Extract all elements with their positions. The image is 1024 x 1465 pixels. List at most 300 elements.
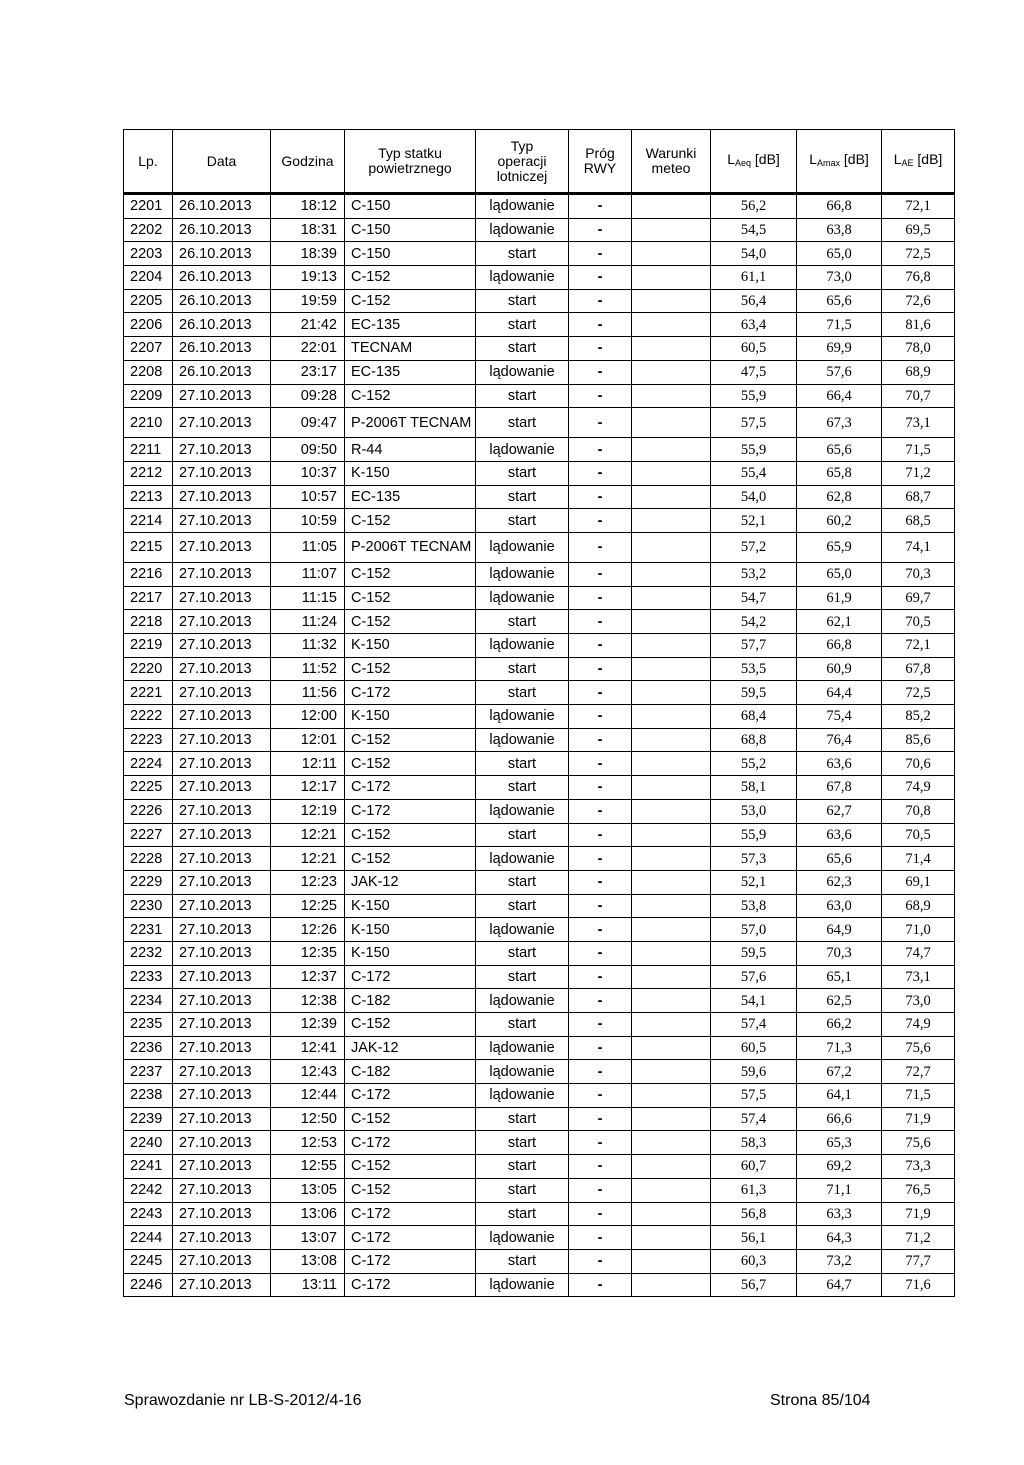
cell-lamax: 70,3 (797, 941, 882, 965)
cell-date: 27.10.2013 (173, 509, 271, 533)
cell-lae: 76,5 (882, 1178, 955, 1202)
cell-laeq: 57,2 (711, 532, 797, 562)
cell-operation: lądowanie (476, 586, 569, 610)
cell-weather (632, 847, 711, 871)
table-row (124, 194, 955, 219)
cell-date: 27.10.2013 (173, 634, 271, 658)
cell-date: 27.10.2013 (173, 562, 271, 586)
cell-weather (632, 1013, 711, 1037)
cell-time: 09:50 (271, 438, 345, 462)
table-row (124, 847, 955, 871)
cell-lamax: 75,4 (797, 705, 882, 729)
cell-lp: 2226 (124, 799, 173, 823)
cell-threshold: - (569, 657, 632, 681)
cell-weather (632, 1226, 711, 1250)
header-laeq (711, 130, 797, 194)
cell-time: 12:11 (271, 752, 345, 776)
cell-operation: start (476, 313, 569, 337)
cell-weather (632, 681, 711, 705)
cell-date: 27.10.2013 (173, 823, 271, 847)
laeq-base: L (727, 150, 735, 167)
cell-laeq: 57,3 (711, 847, 797, 871)
cell-threshold: - (569, 562, 632, 586)
table-row (124, 532, 955, 562)
cell-lp: 2205 (124, 289, 173, 313)
cell-weather (632, 509, 711, 533)
cell-threshold: - (569, 532, 632, 562)
cell-operation: start (476, 894, 569, 918)
cell-laeq: 56,2 (711, 194, 797, 219)
cell-threshold: - (569, 941, 632, 965)
cell-aircraft: C-172 (345, 1084, 476, 1108)
cell-laeq: 53,5 (711, 657, 797, 681)
cell-operation: lądowanie (476, 1084, 569, 1108)
cell-time: 12:50 (271, 1107, 345, 1131)
cell-operation: start (476, 384, 569, 408)
cell-date: 27.10.2013 (173, 1202, 271, 1226)
cell-lamax: 63,6 (797, 752, 882, 776)
cell-lamax: 63,6 (797, 823, 882, 847)
lamax-sub: Amax (816, 157, 840, 168)
cell-operation: lądowanie (476, 438, 569, 462)
cell-aircraft: C-172 (345, 1202, 476, 1226)
cell-lae: 72,1 (882, 194, 955, 219)
cell-operation: lądowanie (476, 1036, 569, 1060)
cell-threshold: - (569, 1226, 632, 1250)
cell-date: 27.10.2013 (173, 752, 271, 776)
table-row (124, 941, 955, 965)
cell-lae: 72,6 (882, 289, 955, 313)
cell-operation: lądowanie (476, 1060, 569, 1084)
cell-aircraft: C-172 (345, 1131, 476, 1155)
cell-operation: lądowanie (476, 218, 569, 242)
cell-lp: 2235 (124, 1013, 173, 1037)
cell-date: 27.10.2013 (173, 1273, 271, 1297)
cell-time: 21:42 (271, 313, 345, 337)
cell-threshold: - (569, 799, 632, 823)
cell-time: 12:55 (271, 1155, 345, 1179)
cell-weather (632, 1060, 711, 1084)
cell-aircraft: C-152 (345, 289, 476, 313)
cell-lamax: 64,3 (797, 1226, 882, 1250)
cell-lae: 71,5 (882, 438, 955, 462)
cell-lp: 2208 (124, 360, 173, 384)
cell-aircraft: C-172 (345, 799, 476, 823)
cell-aircraft: C-152 (345, 657, 476, 681)
cell-threshold: - (569, 1107, 632, 1131)
cell-lamax: 62,5 (797, 989, 882, 1013)
cell-lp: 2236 (124, 1036, 173, 1060)
cell-lamax: 65,3 (797, 1131, 882, 1155)
cell-lamax: 65,8 (797, 461, 882, 485)
cell-operation: start (476, 408, 569, 438)
cell-date: 27.10.2013 (173, 1060, 271, 1084)
cell-time: 09:28 (271, 384, 345, 408)
cell-operation: lądowanie (476, 532, 569, 562)
cell-lp: 2202 (124, 218, 173, 242)
cell-date: 26.10.2013 (173, 218, 271, 242)
cell-aircraft: C-152 (345, 384, 476, 408)
cell-date: 27.10.2013 (173, 894, 271, 918)
cell-operation: start (476, 1249, 569, 1273)
cell-weather (632, 194, 711, 219)
cell-time: 12:44 (271, 1084, 345, 1108)
cell-time: 13:11 (271, 1273, 345, 1297)
cell-lae: 71,9 (882, 1202, 955, 1226)
table-row (124, 681, 955, 705)
cell-lp: 2210 (124, 408, 173, 438)
table-row (124, 1107, 955, 1131)
cell-weather (632, 1131, 711, 1155)
cell-threshold: - (569, 313, 632, 337)
table-row (124, 752, 955, 776)
cell-threshold: - (569, 218, 632, 242)
cell-threshold: - (569, 509, 632, 533)
cell-laeq: 56,7 (711, 1273, 797, 1297)
cell-date: 27.10.2013 (173, 681, 271, 705)
cell-lae: 72,5 (882, 242, 955, 266)
cell-lp: 2222 (124, 705, 173, 729)
cell-weather (632, 1249, 711, 1273)
table-row (124, 408, 955, 438)
cell-lp: 2229 (124, 870, 173, 894)
cell-lamax: 65,6 (797, 289, 882, 313)
cell-operation: start (476, 1013, 569, 1037)
cell-aircraft: EC-135 (345, 485, 476, 509)
cell-weather (632, 313, 711, 337)
cell-time: 10:57 (271, 485, 345, 509)
cell-weather (632, 657, 711, 681)
cell-threshold: - (569, 705, 632, 729)
table-row (124, 1226, 955, 1250)
cell-operation: start (476, 1107, 569, 1131)
cell-lamax: 73,2 (797, 1249, 882, 1273)
cell-lp: 2206 (124, 313, 173, 337)
cell-lamax: 65,6 (797, 438, 882, 462)
cell-date: 26.10.2013 (173, 360, 271, 384)
cell-time: 12:19 (271, 799, 345, 823)
cell-lp: 2234 (124, 989, 173, 1013)
cell-weather (632, 870, 711, 894)
cell-date: 27.10.2013 (173, 485, 271, 509)
cell-lamax: 64,9 (797, 918, 882, 942)
cell-time: 12:21 (271, 823, 345, 847)
cell-lae: 74,9 (882, 776, 955, 800)
cell-lp: 2214 (124, 509, 173, 533)
cell-lp: 2213 (124, 485, 173, 509)
table-row (124, 509, 955, 533)
cell-aircraft: C-172 (345, 965, 476, 989)
cell-weather (632, 360, 711, 384)
table-row (124, 562, 955, 586)
cell-threshold: - (569, 586, 632, 610)
cell-lae: 75,6 (882, 1131, 955, 1155)
cell-lp: 2211 (124, 438, 173, 462)
cell-lp: 2228 (124, 847, 173, 871)
table-row (124, 657, 955, 681)
cell-operation: lądowanie (476, 194, 569, 219)
cell-time: 18:31 (271, 218, 345, 242)
cell-lae: 72,7 (882, 1060, 955, 1084)
cell-aircraft: C-152 (345, 509, 476, 533)
cell-lamax: 62,8 (797, 485, 882, 509)
cell-weather (632, 337, 711, 361)
cell-laeq: 54,0 (711, 242, 797, 266)
table-row (124, 1202, 955, 1226)
cell-threshold: - (569, 989, 632, 1013)
cell-time: 18:12 (271, 194, 345, 219)
cell-laeq: 47,5 (711, 360, 797, 384)
cell-laeq: 58,1 (711, 776, 797, 800)
cell-time: 19:13 (271, 266, 345, 290)
cell-laeq: 55,9 (711, 384, 797, 408)
cell-date: 27.10.2013 (173, 1013, 271, 1037)
cell-threshold: - (569, 1249, 632, 1273)
cell-lae: 85,6 (882, 728, 955, 752)
cell-lamax: 66,6 (797, 1107, 882, 1131)
table-row (124, 485, 955, 509)
table-row (124, 360, 955, 384)
cell-laeq: 56,8 (711, 1202, 797, 1226)
cell-time: 12:53 (271, 1131, 345, 1155)
cell-time: 12:39 (271, 1013, 345, 1037)
table-row (124, 586, 955, 610)
cell-lae: 71,4 (882, 847, 955, 871)
cell-laeq: 52,1 (711, 509, 797, 533)
laeq-unit: [dB] (751, 150, 780, 167)
cell-operation: lądowanie (476, 1226, 569, 1250)
table-row (124, 894, 955, 918)
cell-lamax: 65,0 (797, 562, 882, 586)
cell-laeq: 57,4 (711, 1107, 797, 1131)
cell-time: 22:01 (271, 337, 345, 361)
table-row (124, 218, 955, 242)
cell-threshold: - (569, 894, 632, 918)
cell-threshold: - (569, 1060, 632, 1084)
cell-operation: start (476, 752, 569, 776)
cell-operation: start (476, 485, 569, 509)
cell-aircraft: TECNAM (345, 337, 476, 361)
cell-lp: 2219 (124, 634, 173, 658)
cell-lae: 70,6 (882, 752, 955, 776)
cell-lamax: 71,3 (797, 1036, 882, 1060)
cell-laeq: 52,1 (711, 870, 797, 894)
cell-aircraft: C-172 (345, 1226, 476, 1250)
cell-laeq: 68,4 (711, 705, 797, 729)
cell-weather (632, 634, 711, 658)
cell-lamax: 64,7 (797, 1273, 882, 1297)
cell-lae: 72,1 (882, 634, 955, 658)
cell-operation: start (476, 870, 569, 894)
cell-weather (632, 823, 711, 847)
cell-lae: 68,7 (882, 485, 955, 509)
cell-aircraft: C-152 (345, 1155, 476, 1179)
cell-laeq: 57,4 (711, 1013, 797, 1037)
cell-aircraft: EC-135 (345, 313, 476, 337)
table-row (124, 610, 955, 634)
table-row (124, 438, 955, 462)
cell-lamax: 71,1 (797, 1178, 882, 1202)
cell-date: 27.10.2013 (173, 1084, 271, 1108)
cell-lamax: 63,0 (797, 894, 882, 918)
cell-threshold: - (569, 289, 632, 313)
cell-date: 26.10.2013 (173, 242, 271, 266)
cell-operation: start (476, 337, 569, 361)
cell-aircraft: C-152 (345, 266, 476, 290)
cell-aircraft: P-2006T TECNAM (345, 532, 476, 562)
cell-lp: 2246 (124, 1273, 173, 1297)
cell-time: 11:52 (271, 657, 345, 681)
cell-aircraft: C-150 (345, 194, 476, 219)
cell-operation: lądowanie (476, 728, 569, 752)
cell-laeq: 57,7 (711, 634, 797, 658)
cell-threshold: - (569, 337, 632, 361)
cell-weather (632, 1084, 711, 1108)
cell-date: 27.10.2013 (173, 586, 271, 610)
cell-laeq: 61,1 (711, 266, 797, 290)
cell-aircraft: C-152 (345, 1178, 476, 1202)
lae-base: L (893, 150, 902, 167)
table-row (124, 1273, 955, 1297)
cell-lp: 2218 (124, 610, 173, 634)
noise-measurement-table (123, 129, 955, 1297)
cell-aircraft: K-150 (345, 461, 476, 485)
cell-aircraft: C-152 (345, 752, 476, 776)
cell-lp: 2225 (124, 776, 173, 800)
cell-lae: 68,5 (882, 509, 955, 533)
table-row (124, 384, 955, 408)
cell-date: 27.10.2013 (173, 610, 271, 634)
laeq-sub: Aeq (734, 157, 751, 168)
cell-time: 12:00 (271, 705, 345, 729)
cell-weather (632, 989, 711, 1013)
cell-weather (632, 408, 711, 438)
cell-date: 27.10.2013 (173, 657, 271, 681)
cell-lamax: 65,9 (797, 532, 882, 562)
cell-date: 27.10.2013 (173, 1131, 271, 1155)
cell-lp: 2243 (124, 1202, 173, 1226)
lae-unit: [dB] (913, 150, 943, 167)
cell-laeq: 58,3 (711, 1131, 797, 1155)
cell-aircraft: C-152 (345, 562, 476, 586)
cell-lp: 2240 (124, 1131, 173, 1155)
table-body (124, 194, 955, 1297)
cell-laeq: 60,7 (711, 1155, 797, 1179)
cell-operation: start (476, 681, 569, 705)
cell-lae: 78,0 (882, 337, 955, 361)
cell-lamax: 65,0 (797, 242, 882, 266)
cell-laeq: 55,4 (711, 461, 797, 485)
table-row (124, 1178, 955, 1202)
header-lp: Lp. (124, 130, 173, 194)
cell-lp: 2216 (124, 562, 173, 586)
cell-lae: 70,7 (882, 384, 955, 408)
cell-lp: 2224 (124, 752, 173, 776)
cell-threshold: - (569, 610, 632, 634)
table-row (124, 1036, 955, 1060)
cell-date: 27.10.2013 (173, 918, 271, 942)
cell-weather (632, 1155, 711, 1179)
header-date: Data (173, 130, 271, 194)
table-row (124, 705, 955, 729)
cell-laeq: 59,6 (711, 1060, 797, 1084)
cell-time: 23:17 (271, 360, 345, 384)
cell-time: 11:56 (271, 681, 345, 705)
cell-time: 11:15 (271, 586, 345, 610)
cell-lae: 69,1 (882, 870, 955, 894)
cell-laeq: 59,5 (711, 941, 797, 965)
cell-weather (632, 438, 711, 462)
cell-aircraft: R-44 (345, 438, 476, 462)
cell-weather (632, 1202, 711, 1226)
cell-weather (632, 1036, 711, 1060)
header-threshold: Próg RWY (569, 130, 632, 194)
cell-lamax: 63,3 (797, 1202, 882, 1226)
cell-lamax: 65,6 (797, 847, 882, 871)
cell-weather (632, 776, 711, 800)
cell-aircraft: K-150 (345, 634, 476, 658)
cell-weather (632, 941, 711, 965)
cell-weather (632, 965, 711, 989)
cell-lae: 73,1 (882, 965, 955, 989)
cell-operation: start (476, 657, 569, 681)
cell-date: 27.10.2013 (173, 847, 271, 871)
cell-operation: lądowanie (476, 1273, 569, 1297)
cell-weather (632, 752, 711, 776)
cell-aircraft: C-152 (345, 1013, 476, 1037)
cell-laeq: 55,9 (711, 438, 797, 462)
cell-laeq: 57,6 (711, 965, 797, 989)
cell-lae: 75,6 (882, 1036, 955, 1060)
cell-lae: 77,7 (882, 1249, 955, 1273)
cell-lp: 2231 (124, 918, 173, 942)
cell-date: 27.10.2013 (173, 941, 271, 965)
cell-lp: 2212 (124, 461, 173, 485)
header-lae (882, 130, 955, 194)
cell-weather (632, 532, 711, 562)
cell-operation: lądowanie (476, 360, 569, 384)
cell-lamax: 64,1 (797, 1084, 882, 1108)
cell-threshold: - (569, 823, 632, 847)
cell-laeq: 60,5 (711, 337, 797, 361)
cell-date: 27.10.2013 (173, 1107, 271, 1131)
cell-aircraft: EC-135 (345, 360, 476, 384)
cell-lamax: 62,1 (797, 610, 882, 634)
cell-weather (632, 799, 711, 823)
cell-date: 27.10.2013 (173, 384, 271, 408)
cell-time: 10:59 (271, 509, 345, 533)
cell-aircraft: JAK-12 (345, 1036, 476, 1060)
cell-operation: start (476, 776, 569, 800)
cell-lp: 2215 (124, 532, 173, 562)
cell-aircraft: C-152 (345, 728, 476, 752)
cell-threshold: - (569, 1013, 632, 1037)
cell-weather (632, 1107, 711, 1131)
cell-lamax: 71,5 (797, 313, 882, 337)
cell-weather (632, 894, 711, 918)
cell-laeq: 54,7 (711, 586, 797, 610)
cell-date: 27.10.2013 (173, 1036, 271, 1060)
cell-aircraft: C-152 (345, 847, 476, 871)
cell-threshold: - (569, 634, 632, 658)
table-row (124, 634, 955, 658)
cell-operation: lądowanie (476, 562, 569, 586)
cell-time: 11:32 (271, 634, 345, 658)
cell-operation: lądowanie (476, 918, 569, 942)
cell-lp: 2209 (124, 384, 173, 408)
cell-time: 12:41 (271, 1036, 345, 1060)
cell-lp: 2221 (124, 681, 173, 705)
